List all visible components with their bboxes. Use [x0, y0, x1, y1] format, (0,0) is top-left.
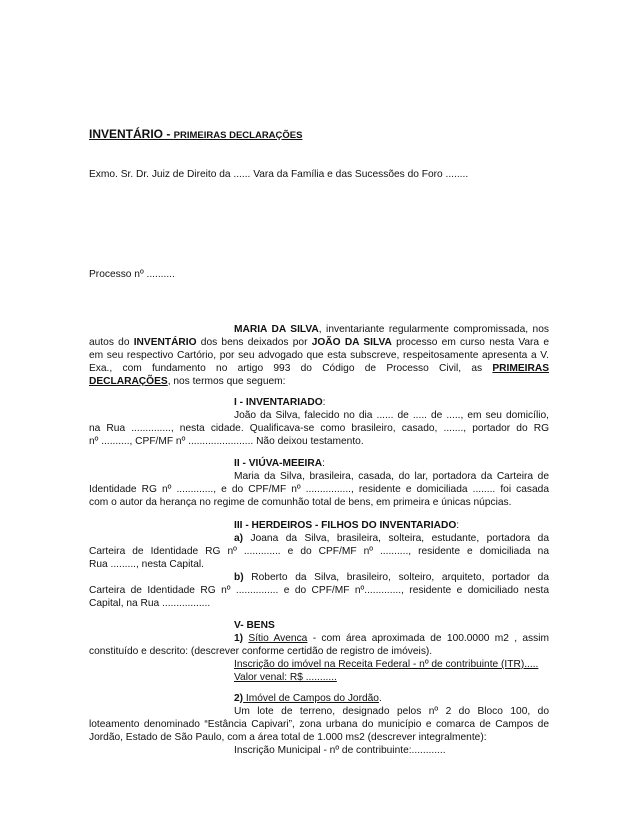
- intro-l5-a: DECLARAÇÕES: [89, 376, 168, 387]
- inventariante-name: MARIA DA SILVA: [234, 324, 319, 335]
- s1-line-3: nº .........., CPF/MF nº ....................... Não deixou testamento.: [89, 436, 364, 447]
- s3-heading-text: III - HERDEIROS - FILHOS DO INVENTARIADO: [234, 520, 457, 531]
- s1-colon: :: [322, 397, 326, 408]
- intro-l1-rest: , inventariante regularmente compromissada, nos: [318, 324, 549, 335]
- asset-1-rest: - com área aproximada de 100.0000 m2 , assim: [307, 633, 549, 644]
- asset-2-label: 2): [234, 693, 244, 704]
- addressee-line: Exmo. Sr. Dr. Juiz de Direito da ...... Vara da Família e das Sucessões do Foro ........: [89, 169, 469, 180]
- intro-l4-a: Exa., com fundamento no artigo 993 do Código de Processo Civil, as: [89, 363, 493, 374]
- section-herdeiros-heading: [234, 519, 549, 532]
- asset-2-name: Imóvel de Campos do Jordão: [243, 693, 379, 704]
- intro-line-5: [89, 375, 285, 388]
- title-sub: PRIMEIRAS DECLARAÇÕES: [173, 130, 303, 141]
- asset-1-line-1: [234, 632, 549, 645]
- asset-1-line-4: Valor venal: R$ ...........: [234, 672, 337, 683]
- asset-2-dot: .: [378, 693, 382, 704]
- intro-l5-b: , nos termos que seguem:: [167, 376, 286, 387]
- section-inventariado-heading: [234, 396, 549, 409]
- asset-1-label: 1): [234, 633, 244, 644]
- heir-b-label: b): [234, 572, 244, 583]
- heir-a-line-2: Carteira de Identidade RG nº ............. e do CPF/MF nº .........., residente e domiciliada na: [89, 546, 549, 557]
- deceased-name: JOÃO DA SILVA: [311, 337, 392, 348]
- s5-heading-text: V- BENS: [234, 620, 275, 631]
- heir-b-line-1: [234, 571, 549, 584]
- intro-l2-e: processo em curso nesta Vara e: [391, 337, 549, 348]
- asset-2-line-3: loteamento denominado “Estância Capivari”, zona urbana do município e comarca de Campos de: [89, 719, 549, 730]
- asset-2-line-2: Um lote de terreno, designado pelos nº 2 do Bloco 100, do: [234, 706, 549, 717]
- intro-l2-a: autos do: [89, 337, 134, 348]
- asset-2-line-1: [234, 692, 549, 705]
- section-bens-heading: [234, 619, 549, 632]
- s1-heading-text: I - INVENTARIADO: [234, 397, 323, 408]
- s1-line-2: na Rua .............., nesta cidade. Qualificava-se como brasileiro, casado, ......., portador do RG: [89, 423, 549, 434]
- intro-line-1: [234, 323, 549, 336]
- asset-2-line-4: Jordão, Estado de São Paulo, com a área total de 1.000 ms2 (descrever integralmente):: [89, 732, 487, 743]
- intro-line-3: em seu respectivo Cartório, por seu advogado que esta subscreve, respeitosamente apresenta a V.: [89, 350, 549, 361]
- asset-1-name: Sítio Avenca: [248, 633, 308, 644]
- s2-colon: :: [322, 458, 325, 469]
- heir-b-line-3: Capital, na Rua .................: [89, 598, 211, 609]
- heir-a-line-3: Rua ........., nesta Capital.: [89, 559, 204, 570]
- intro-line-2: [89, 336, 549, 349]
- s2-line-2: Identidade RG nº ............., e do CPF/MF nº ................, residente e domiciliada ........ foi casada: [89, 484, 549, 495]
- heir-b-line-2: Carteira de Identidade RG nº ............... e do CPF/MF nº............., residente e domiciliado nesta: [89, 585, 549, 596]
- asset-1-line-2: constituído e descrito: (descrever conforme certidão de registro de imóveis).: [89, 646, 433, 657]
- s2-line-1: Maria da Silva, brasileira, casada, do lar, portadora da Carteira de: [234, 471, 549, 482]
- intro-l4-b: PRIMEIRAS: [492, 363, 549, 374]
- heir-b-l1: Roberto da Silva, brasileiro, solteiro, arquiteto, portador da: [243, 572, 549, 583]
- intro-l2-b: INVENTÁRIO: [133, 337, 197, 348]
- heir-a-l1: Joana da Silva, brasileira, solteira, estudante, portadora da: [243, 533, 549, 544]
- document-title: [89, 127, 302, 141]
- section-viuva-heading: [234, 457, 549, 470]
- heir-a-line-1: [234, 532, 549, 545]
- process-number: Processo nº ..........: [89, 269, 175, 280]
- s2-line-3: com o autor da herança no regime de comunhão total de bens, em primeira e únicas núpcias.: [89, 497, 512, 508]
- intro-line-4: [89, 362, 549, 375]
- s2-heading-text: II - VIÚVA-MEEIRA: [234, 458, 323, 469]
- asset-2-line-5: Inscrição Municipal - nº de contribuinte:............: [234, 745, 446, 756]
- asset-1-line-3: Inscrição do imóvel na Receita Federal - nº de contribuinte (ITR).....: [234, 659, 539, 670]
- title-main: INVENTÁRIO -: [89, 127, 174, 141]
- intro-l2-c: dos bens deixados por: [196, 337, 312, 348]
- s3-colon: :: [456, 520, 460, 531]
- heir-a-label: a): [234, 533, 244, 544]
- s1-line-1: João da Silva, falecido no dia ...... de ..... de ....., em seu domicílio,: [234, 410, 549, 421]
